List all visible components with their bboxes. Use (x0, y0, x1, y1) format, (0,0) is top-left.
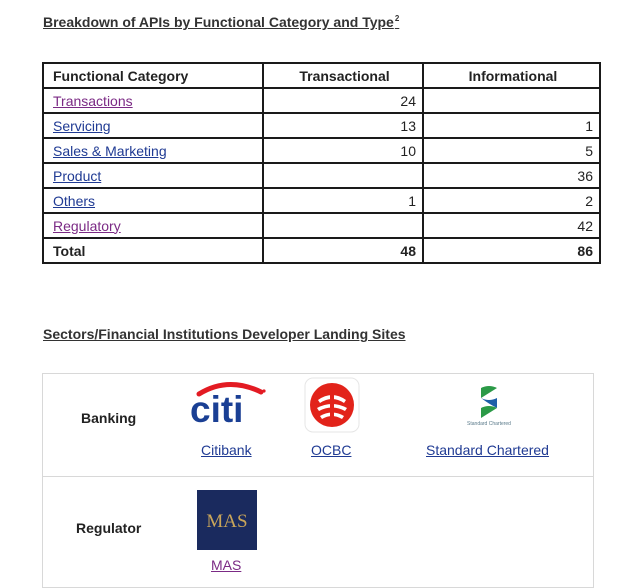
table-row (43, 138, 600, 163)
sc-logo-text: Standard Chartered (467, 421, 511, 427)
ocbc-logo[interactable] (305, 378, 359, 432)
informational-cell: 2 (423, 188, 600, 213)
site-link-citibank[interactable]: Citibank (201, 442, 252, 458)
footnote-marker: 2 (394, 14, 400, 23)
informational-cell: 42 (423, 213, 600, 238)
informational-cell (423, 88, 600, 113)
sector-label-banking: Banking (81, 410, 137, 426)
api-breakdown-heading: Breakdown of APIs by Functional Category and Type$^2$ (43, 14, 400, 30)
category-cell (43, 138, 263, 163)
api-breakdown-table (42, 62, 601, 264)
row-divider (43, 476, 593, 477)
table-row (43, 113, 600, 138)
mas-logo-text: MAS (206, 511, 248, 532)
category-cell (43, 163, 263, 188)
total-transactional: 48 (263, 238, 423, 263)
citi-logo[interactable] (189, 378, 269, 430)
category-link-product[interactable]: Product (53, 167, 102, 184)
category-link-others[interactable]: Others (53, 192, 96, 209)
table-row (43, 163, 600, 188)
category-link-transactions[interactable]: Transactions (53, 92, 133, 109)
category-link-sales-marketing[interactable]: Sales & Marketing (53, 142, 167, 159)
informational-cell: 1 (423, 113, 600, 138)
transactional-cell: 1 (263, 188, 423, 213)
table-header-row (43, 63, 600, 88)
mas-logo[interactable] (197, 490, 257, 550)
citi-logo-text: citi (190, 389, 244, 430)
site-link-standard-chartered[interactable]: Standard Chartered (426, 442, 549, 458)
table-row (43, 213, 600, 238)
category-cell (43, 188, 263, 213)
transactional-cell: 24 (263, 88, 423, 113)
transactional-cell: 13 (263, 113, 423, 138)
total-informational: 86 (423, 238, 600, 263)
category-cell (43, 113, 263, 138)
column-header-category: Functional Category (43, 63, 263, 88)
site-link-mas[interactable]: MAS (211, 557, 242, 573)
category-link-servicing[interactable]: Servicing (53, 117, 111, 134)
site-link-ocbc[interactable]: OCBC (311, 442, 352, 458)
table-row (43, 188, 600, 213)
informational-cell: 36 (423, 163, 600, 188)
landing-sites-panel (42, 373, 594, 588)
category-cell (43, 88, 263, 113)
category-cell (43, 213, 263, 238)
informational-cell: 5 (423, 138, 600, 163)
transactional-cell (263, 163, 423, 188)
column-header-informational: Informational (423, 63, 600, 88)
total-label: Total (43, 238, 263, 263)
transactional-cell: 10 (263, 138, 423, 163)
category-link-regulatory[interactable]: Regulatory (53, 217, 121, 234)
table-total-row (43, 238, 600, 263)
sector-label-regulator: Regulator (76, 520, 142, 536)
transactional-cell (263, 213, 423, 238)
column-header-transactional: Transactional (263, 63, 423, 88)
table-row (43, 88, 600, 113)
standard-chartered-logo[interactable] (467, 384, 511, 432)
landing-sites-heading: Sectors/Financial Institutions Developer Landing Sites (43, 326, 406, 342)
